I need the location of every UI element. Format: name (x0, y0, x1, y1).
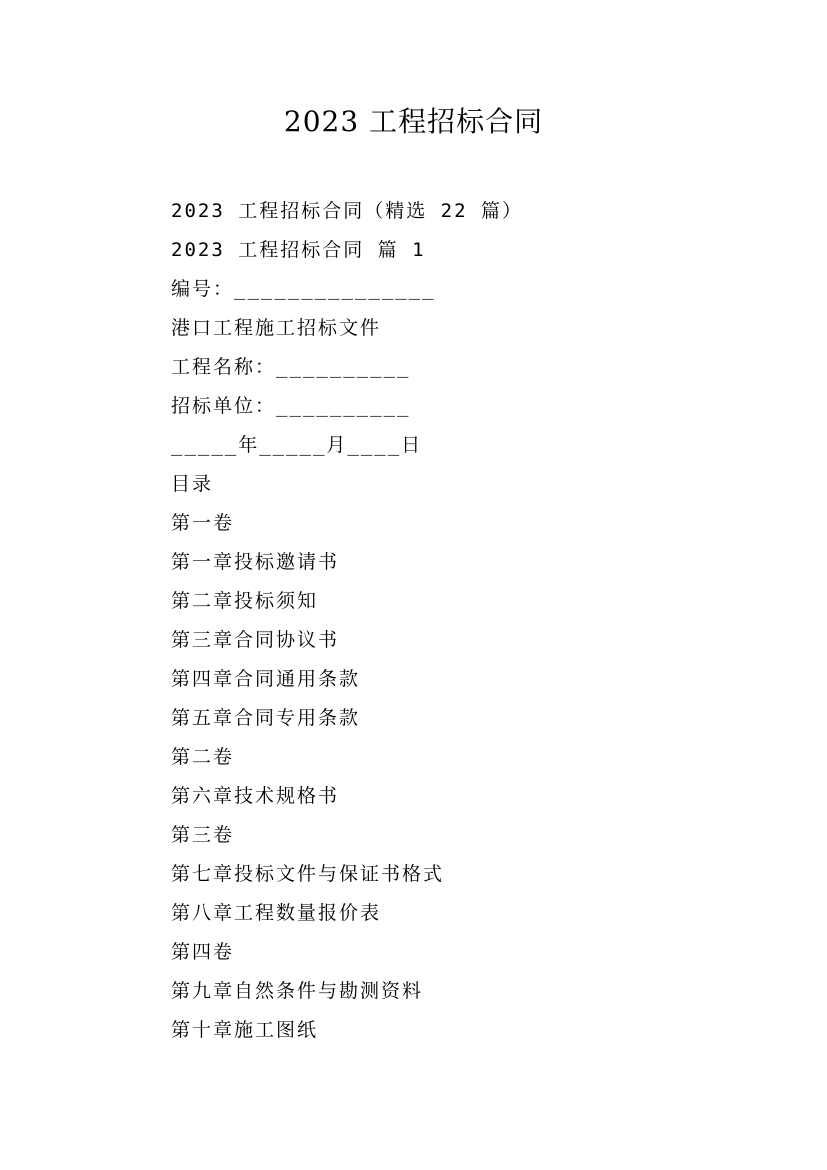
toc-chapter-2: 第二章投标须知 (171, 590, 319, 612)
toc-chapter-8: 第八章工程数量报价表 (171, 902, 382, 924)
date-field-line: _____年_____月____日 (171, 434, 423, 456)
toc-chapter-10: 第十章施工图纸 (171, 1019, 319, 1041)
section-heading: 2023 工程招标合同 篇 1 (171, 239, 426, 261)
toc-chapter-5: 第五章合同专用条款 (171, 707, 361, 729)
bidding-unit-field-line: 招标单位：__________ (171, 395, 411, 417)
toc-chapter-1: 第一章投标邀请书 (171, 551, 340, 573)
toc-chapter-3: 第三章合同协议书 (171, 629, 340, 651)
project-name-field-line: 工程名称：__________ (171, 356, 411, 378)
toc-volume-2: 第二卷 (171, 746, 235, 768)
document-title: 2023 工程招标合同 (283, 105, 544, 138)
toc-chapter-6: 第六章技术规格书 (171, 785, 340, 807)
document-name-line: 港口工程施工招标文件 (171, 317, 382, 339)
number-field-line: 编号：_______________ (171, 278, 436, 300)
toc-volume-4: 第四卷 (171, 941, 235, 963)
toc-volume-3: 第三卷 (171, 824, 235, 846)
toc-chapter-4: 第四章合同通用条款 (171, 668, 361, 690)
toc-heading: 目录 (171, 473, 214, 495)
toc-volume-1: 第一卷 (171, 512, 235, 534)
document-body (171, 192, 771, 1050)
toc-chapter-7: 第七章投标文件与保证书格式 (171, 863, 445, 885)
subtitle-line: 2023 工程招标合同（精选 22 篇） (171, 200, 523, 222)
toc-chapter-9: 第九章自然条件与勘测资料 (171, 980, 424, 1002)
